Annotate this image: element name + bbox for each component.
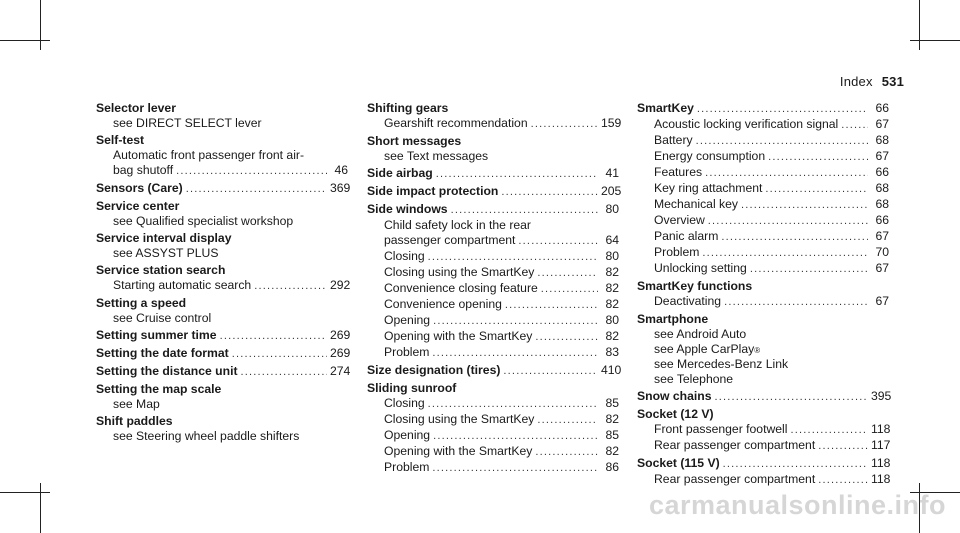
subentry-text: Starting automatic search — [113, 278, 252, 292]
index-subentry — [96, 214, 348, 229]
subentry-text: Problem — [384, 460, 430, 474]
index-entry — [367, 134, 619, 164]
index-heading-text: Setting a speed — [96, 296, 187, 310]
subentry-text: Convenience closing feature — [384, 281, 538, 295]
index-subentry[interactable] — [637, 197, 889, 213]
dot-leader — [186, 182, 327, 197]
index-entry — [96, 181, 351, 197]
page-ref[interactable]: 117 — [871, 438, 891, 452]
page-ref[interactable]: 70 — [875, 245, 889, 259]
index-heading[interactable] — [96, 414, 348, 429]
page-ref[interactable]: 82 — [605, 412, 619, 426]
page-ref[interactable]: 67 — [875, 261, 889, 275]
index-entry — [637, 389, 892, 405]
index-subentry — [367, 149, 619, 164]
dot-leader — [428, 397, 598, 412]
index-subentry[interactable] — [367, 345, 619, 361]
index-entry — [96, 199, 348, 229]
dot-leader — [723, 457, 868, 472]
page-ref[interactable]: 369 — [330, 181, 351, 195]
page-ref[interactable]: 395 — [871, 389, 892, 403]
dot-leader — [765, 182, 868, 197]
index-subentry — [96, 397, 348, 412]
crop-mark — [919, 0, 920, 50]
index-subentry — [96, 246, 348, 261]
dot-leader — [790, 423, 868, 438]
dot-leader — [432, 461, 598, 476]
index-subentry[interactable] — [367, 428, 619, 444]
index-subentry[interactable] — [96, 278, 351, 294]
index-subentry[interactable] — [367, 233, 619, 249]
index-heading-text: Service interval display — [96, 231, 232, 245]
index-heading[interactable] — [96, 101, 348, 116]
page-ref[interactable]: 67 — [875, 229, 889, 243]
dot-leader — [696, 134, 868, 149]
index-entry — [96, 101, 348, 131]
dot-leader — [220, 329, 327, 344]
index-heading-text: Service center — [96, 199, 180, 213]
crop-mark — [0, 492, 50, 493]
page-ref[interactable]: 118 — [871, 472, 891, 486]
page-ref[interactable]: 67 — [875, 117, 889, 131]
index-subentry[interactable] — [637, 261, 889, 277]
dot-leader — [241, 365, 327, 380]
index-heading-text: Short messages — [367, 134, 462, 148]
dot-leader — [705, 166, 868, 181]
index-entry — [637, 456, 889, 488]
page-ref[interactable]: 66 — [875, 101, 889, 115]
index-heading-text: Shifting gears — [367, 101, 449, 115]
dot-leader — [724, 295, 868, 310]
dot-leader — [531, 117, 598, 132]
index-subentry[interactable] — [637, 438, 889, 454]
page-ref[interactable]: 80 — [605, 202, 619, 216]
index-heading[interactable] — [637, 389, 892, 405]
crop-mark — [0, 40, 50, 41]
dot-leader — [537, 413, 598, 428]
index-subentry — [96, 148, 348, 163]
watermark: carmanualsonline.info — [648, 490, 946, 520]
dot-leader — [697, 102, 868, 117]
subentry-text: see Mercedes-Benz Link — [654, 357, 789, 371]
index-subentry[interactable] — [637, 294, 889, 310]
dot-leader — [741, 198, 868, 213]
dot-leader — [537, 266, 598, 281]
index-subentry[interactable] — [367, 444, 619, 460]
subentry-text: see Telephone — [654, 372, 734, 386]
index-entry — [367, 381, 619, 476]
page-ref[interactable]: 46 — [334, 163, 348, 177]
index-heading[interactable] — [637, 456, 889, 472]
subentry-text: see Android Auto — [654, 327, 747, 341]
index-subentry[interactable] — [367, 460, 619, 476]
index-entry — [96, 231, 348, 261]
subentry-text: Overview — [654, 213, 705, 227]
page-ref[interactable]: 68 — [875, 181, 889, 195]
dot-leader — [232, 347, 327, 362]
index-heading-text: Side airbag — [367, 166, 433, 180]
dot-leader — [433, 429, 598, 444]
subentry-text: Features — [654, 165, 703, 179]
index-heading[interactable] — [96, 296, 348, 311]
index-heading[interactable] — [96, 263, 348, 278]
index-subentry — [637, 357, 889, 372]
index-subentry[interactable] — [367, 116, 622, 132]
dot-leader — [841, 118, 868, 133]
index-heading[interactable] — [96, 199, 348, 214]
index-entry — [367, 184, 622, 200]
subentry-text: Battery — [654, 133, 693, 147]
page-ref[interactable]: 118 — [871, 456, 891, 470]
subentry-text: Mechanical key — [654, 197, 738, 211]
subentry-text: Gearshift recommendation — [384, 116, 528, 130]
index-entry — [637, 101, 889, 277]
index-heading-text: Side windows — [367, 202, 448, 216]
dot-leader — [702, 246, 868, 261]
index-entry — [96, 328, 351, 344]
subentry-text: Opening — [384, 313, 431, 327]
index-entry — [96, 414, 348, 444]
index-entry — [96, 382, 348, 412]
dot-leader — [505, 298, 598, 313]
page-ref[interactable]: 66 — [875, 213, 889, 227]
page-ref[interactable]: 269 — [330, 346, 351, 360]
dot-leader — [432, 346, 598, 361]
index-subentry[interactable] — [637, 422, 889, 438]
page-ref[interactable]: 292 — [330, 278, 351, 292]
subentry-text: bag shutoff — [113, 163, 174, 177]
subentry-text: Problem — [654, 245, 700, 259]
dot-leader — [436, 167, 598, 182]
subentry-text: Energy consumption — [654, 149, 766, 163]
subentry-text: Automatic front passenger front air- — [113, 148, 305, 162]
index-entry — [367, 363, 622, 379]
crop-mark — [910, 40, 960, 41]
page-ref[interactable]: 274 — [330, 364, 351, 378]
index-entry — [367, 101, 622, 132]
index-heading[interactable] — [367, 202, 619, 218]
index-heading[interactable] — [96, 133, 348, 148]
index-heading-text: Self-test — [96, 133, 145, 147]
subentry-text: passenger compartment — [384, 233, 516, 247]
index-subentry — [367, 218, 619, 233]
index-heading-text: Sensors (Care) — [96, 181, 183, 195]
page-ref[interactable]: 159 — [601, 116, 622, 130]
index-subentry[interactable] — [637, 117, 889, 133]
index-heading[interactable] — [367, 184, 622, 200]
index-heading-text: Setting the date format — [96, 346, 229, 360]
index-heading-text: Size designation (tires) — [367, 363, 501, 377]
dot-leader — [518, 234, 598, 249]
dot-leader — [721, 230, 868, 245]
index-subentry — [637, 372, 889, 387]
index-heading[interactable] — [367, 363, 622, 379]
subentry-text: Rear passenger compartment — [654, 472, 816, 486]
subentry-text: Closing — [384, 396, 425, 410]
index-heading-text: Setting summer time — [96, 328, 217, 342]
page-ref[interactable]: 64 — [605, 233, 619, 247]
index-subentry[interactable] — [637, 165, 889, 181]
page-ref[interactable]: 82 — [605, 444, 619, 458]
page-ref[interactable]: 410 — [601, 363, 622, 377]
page-ref[interactable]: 80 — [605, 249, 619, 263]
index-subentry[interactable] — [367, 297, 619, 313]
subentry-text: Panic alarm — [654, 229, 719, 243]
subentry-text: see Steering wheel paddle shifters — [113, 429, 300, 443]
dot-leader — [535, 330, 598, 345]
index-subentry[interactable] — [96, 163, 348, 179]
page-header — [840, 74, 904, 89]
index-subentry[interactable] — [637, 245, 889, 261]
page-ref[interactable]: 118 — [871, 422, 891, 436]
index-heading[interactable] — [367, 166, 619, 182]
page-ref[interactable]: 68 — [875, 197, 889, 211]
index-subentry[interactable] — [637, 213, 889, 229]
index-heading-text: Sliding sunroof — [367, 381, 457, 395]
index-heading-text: SmartKey functions — [637, 279, 753, 293]
page-ref[interactable]: 82 — [605, 265, 619, 279]
dot-leader — [433, 314, 598, 329]
index-entry — [637, 279, 889, 310]
index-entry — [367, 166, 619, 182]
index-entry — [96, 296, 348, 326]
page-number: 531 — [881, 74, 904, 89]
index-heading-text: Setting the map scale — [96, 382, 222, 396]
index-heading[interactable] — [367, 101, 619, 116]
index-heading[interactable] — [96, 181, 351, 197]
index-heading-text: Side impact protection — [367, 184, 499, 198]
index-subentry[interactable] — [367, 249, 619, 265]
dot-leader — [535, 445, 598, 460]
index-heading[interactable] — [367, 381, 619, 396]
index-heading-text: Socket (12 V) — [637, 407, 714, 421]
dot-leader — [818, 473, 868, 488]
subentry-text: Closing — [384, 249, 425, 263]
subentry-text: Rear passenger compartment — [654, 438, 816, 452]
page-ref[interactable]: 80 — [605, 313, 619, 327]
index-subentry — [96, 429, 348, 444]
section-title: Index — [839, 74, 873, 89]
subentry-text: Front passenger footwell — [654, 422, 788, 436]
index-heading[interactable] — [96, 231, 348, 246]
index-heading[interactable] — [96, 346, 351, 362]
subentry-text: see DIRECT SELECT lever — [113, 116, 262, 130]
page-ref[interactable]: 269 — [330, 328, 351, 342]
crop-mark — [40, 0, 41, 50]
index-heading[interactable] — [637, 279, 889, 294]
index-heading[interactable] — [96, 382, 348, 397]
page-ref[interactable]: 83 — [605, 345, 619, 359]
dot-leader — [750, 262, 868, 277]
index-entry — [96, 346, 351, 362]
index-heading[interactable] — [637, 101, 889, 117]
dot-leader — [503, 364, 598, 379]
subentry-text: see Qualified specialist workshop — [113, 214, 294, 228]
index-subentry[interactable] — [637, 229, 889, 245]
index-subentry[interactable] — [367, 396, 619, 412]
subentry-text: see Apple CarPlay — [654, 342, 755, 356]
page-ref[interactable]: 66 — [875, 165, 889, 179]
index-subentry[interactable] — [367, 329, 619, 345]
index-subentry[interactable] — [367, 313, 619, 329]
dot-leader — [715, 390, 869, 405]
index-subentry[interactable] — [637, 181, 889, 197]
subentry-text: Opening with the SmartKey — [384, 444, 533, 458]
index-heading[interactable] — [96, 328, 351, 344]
page-ref[interactable]: 82 — [605, 329, 619, 343]
page-ref[interactable]: 205 — [601, 184, 622, 198]
page-ref[interactable]: 41 — [605, 166, 619, 180]
index-subentry[interactable] — [637, 149, 889, 165]
subentry-text: see Text messages — [384, 149, 489, 163]
subentry-text: Deactivating — [654, 294, 722, 308]
page-ref[interactable]: 68 — [875, 133, 889, 147]
subentry-text: Convenience opening — [384, 297, 502, 311]
index-entry — [367, 202, 619, 361]
subentry-text: Unlocking setting — [654, 261, 747, 275]
index-subentry: see Apple CarPlay ® — [654, 342, 761, 356]
index-heading-text: SmartKey — [637, 101, 694, 115]
index-subentry — [96, 116, 348, 131]
index-heading-text: Socket (115 V) — [637, 456, 720, 470]
dot-leader — [451, 203, 598, 218]
dot-leader — [176, 164, 327, 179]
index-subentry[interactable] — [637, 472, 889, 488]
subentry-text: Closing using the SmartKey — [384, 265, 535, 279]
index-column-3 — [637, 101, 892, 490]
index-heading-text: Shift paddles — [96, 414, 173, 428]
index-heading[interactable] — [367, 134, 619, 149]
index-heading-text: Selector lever — [96, 101, 176, 115]
dot-leader — [428, 250, 598, 265]
index-subentry[interactable] — [367, 412, 619, 428]
index-subentry[interactable] — [367, 265, 619, 281]
subentry-text: Opening with the SmartKey — [384, 329, 533, 343]
index-entry — [637, 312, 889, 387]
index-entry — [96, 364, 351, 380]
subentry-text: Key ring attachment — [654, 181, 763, 195]
index-heading-text: Service station search — [96, 263, 226, 277]
page-ref[interactable]: 82 — [605, 297, 619, 311]
index-column-1 — [96, 101, 351, 446]
index-entry — [637, 407, 889, 454]
dot-leader — [254, 279, 327, 294]
index-heading[interactable] — [637, 407, 889, 422]
page-ref[interactable]: 82 — [605, 281, 619, 295]
index-entry — [96, 263, 351, 294]
index-subentry — [96, 311, 348, 326]
dot-leader — [818, 439, 868, 454]
page-ref[interactable]: 67 — [875, 149, 889, 163]
page-ref[interactable]: 86 — [605, 460, 619, 474]
index-subentry[interactable] — [637, 133, 889, 149]
index-subentry — [637, 327, 889, 342]
index-subentry[interactable] — [367, 281, 619, 297]
dot-leader — [501, 185, 598, 200]
subentry-text: see Map — [113, 397, 160, 411]
dot-leader — [541, 282, 598, 297]
subentry-text: Acoustic locking verification signal — [654, 117, 839, 131]
subentry-text: Child safety lock in the rear — [384, 218, 531, 232]
subentry-text: Problem — [384, 345, 430, 359]
page-ref[interactable]: 85 — [605, 428, 619, 442]
crop-mark — [40, 483, 41, 533]
subentry-text: Closing using the SmartKey — [384, 412, 535, 426]
index-heading-text: Smartphone — [637, 312, 709, 326]
index-heading-text: Snow chains — [637, 389, 712, 403]
index-heading[interactable] — [637, 312, 889, 327]
index-column-2 — [367, 101, 622, 478]
dot-leader — [768, 150, 868, 165]
subentry-text: see Cruise control — [113, 311, 212, 325]
page-ref[interactable]: 67 — [875, 294, 889, 308]
index-entry — [96, 133, 348, 179]
index-heading-text: Setting the distance unit — [96, 364, 238, 378]
page-ref[interactable]: 85 — [605, 396, 619, 410]
subentry-text: Opening — [384, 428, 431, 442]
dot-leader — [708, 214, 868, 229]
index-heading[interactable] — [96, 364, 351, 380]
subentry-text: see ASSYST PLUS — [113, 246, 219, 260]
